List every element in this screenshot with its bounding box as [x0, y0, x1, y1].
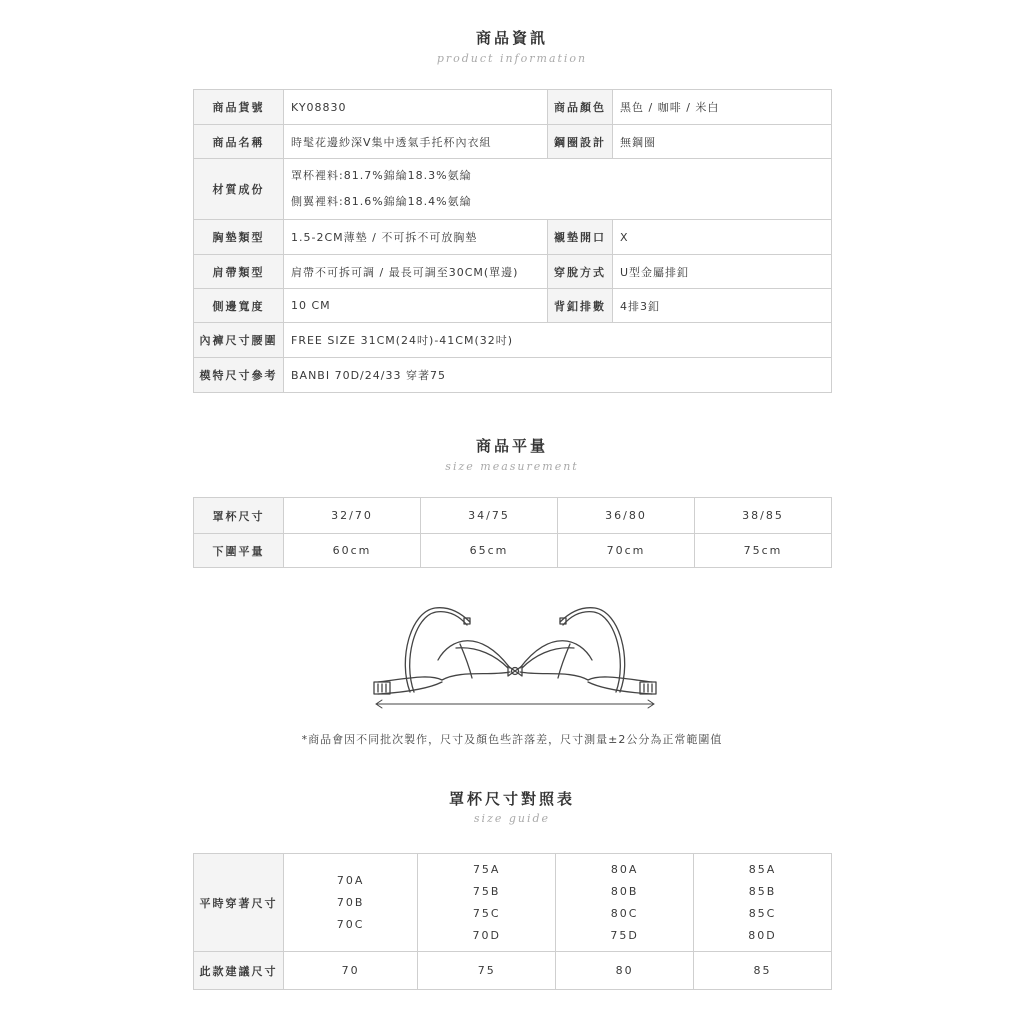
table-row: [194, 498, 832, 534]
table-row: [194, 952, 832, 990]
label-item-no: 商品貨號: [194, 90, 284, 125]
value-side-width: 10 CM: [284, 289, 548, 323]
value-color: 黑色 / 咖啡 / 米白: [613, 90, 832, 125]
usual-size-cell: [284, 854, 418, 952]
material-line-side: 側翼裡料:81.6%錦綸18.4%氨綸: [291, 195, 472, 208]
size-entry: 70C: [336, 917, 365, 931]
size-entry: 75B: [472, 884, 501, 898]
label-pad-type: 胸墊類型: [194, 220, 284, 255]
value-pad-opening: X: [613, 220, 832, 255]
value-item-no: KY08830: [284, 90, 548, 125]
label-usual-size: 平時穿著尺寸: [194, 854, 284, 952]
size-entry: 80B: [610, 884, 639, 898]
bra-outline-icon: [370, 600, 660, 710]
size-entry: 70D: [472, 928, 501, 942]
table-row: [194, 220, 832, 255]
underband-cell: 70cm: [558, 534, 695, 568]
size-entry: 75D: [610, 928, 639, 942]
recommended-size-cell: 75: [418, 952, 556, 990]
value-model-size: BANBI 70D/24/33 穿著75: [284, 358, 832, 393]
value-panty-waist: FREE SIZE 31CM(24吋)-41CM(32吋): [284, 323, 832, 358]
product-info-table: [193, 89, 832, 393]
usual-size-cell: [556, 854, 694, 952]
cup-size-cell: 32/70: [284, 498, 421, 534]
underband-cell: 75cm: [695, 534, 832, 568]
label-side-width: 側邊寬度: [194, 289, 284, 323]
table-row: [194, 358, 832, 393]
measure-subtitle: size measurement: [445, 460, 579, 473]
size-entry: 85C: [748, 906, 777, 920]
cup-size-cell: 38/85: [695, 498, 832, 534]
size-entry: 70A: [336, 873, 365, 887]
label-model-size: 模特尺寸參考: [194, 358, 284, 393]
recommended-size-cell: 70: [284, 952, 418, 990]
table-row: [194, 90, 832, 125]
label-cup-size: 罩杯尺寸: [194, 498, 284, 534]
table-row: [194, 159, 832, 220]
usual-size-cell: [418, 854, 556, 952]
recommended-size-cell: 85: [694, 952, 832, 990]
size-entry: 85A: [748, 862, 777, 876]
label-strap: 肩帶類型: [194, 255, 284, 289]
size-entry: 70B: [336, 895, 365, 909]
table-row: [194, 534, 832, 568]
value-strap: 肩帶不可拆可調 / 最長可調至30CM(單邊): [284, 255, 548, 289]
value-pad-type: 1.5-2CM薄墊 / 不可拆不可放胸墊: [284, 220, 548, 255]
label-wire: 鋼圈設計: [548, 125, 613, 159]
label-name: 商品名稱: [194, 125, 284, 159]
material-line-cup: 罩杯裡料:81.7%錦綸18.3%氨綸: [291, 169, 472, 182]
value-fastening: U型金屬排釦: [613, 255, 832, 289]
size-entry: 80A: [610, 862, 639, 876]
table-row: [194, 323, 832, 358]
guide-subtitle: size guide: [473, 812, 551, 825]
guide-title: 罩杯尺寸對照表: [448, 790, 575, 808]
label-hook-rows: 背釦排數: [548, 289, 613, 323]
size-entry: 85B: [748, 884, 777, 898]
label-panty-waist: 內褲尺寸腰圍: [194, 323, 284, 358]
value-material: [284, 159, 832, 220]
info-subtitle: product information: [436, 52, 588, 65]
label-pad-opening: 襯墊開口: [548, 220, 613, 255]
table-row: [194, 854, 832, 952]
label-recommended-size: 此款建議尺寸: [194, 952, 284, 990]
size-entry: 75A: [472, 862, 501, 876]
value-name: 時髦花邊紗深V集中透氣手托杯內衣組: [284, 125, 548, 159]
measurement-table: [193, 497, 832, 568]
info-title: 商品資訊: [475, 29, 548, 47]
size-entry: 75C: [472, 906, 501, 920]
label-material: 材質成份: [194, 159, 284, 220]
usual-size-cell: [694, 854, 832, 952]
label-color: 商品顏色: [548, 90, 613, 125]
size-entry: 80D: [748, 928, 777, 942]
label-fastening: 穿脫方式: [548, 255, 613, 289]
recommended-size-cell: 80: [556, 952, 694, 990]
table-row: [194, 255, 832, 289]
value-wire: 無鋼圈: [613, 125, 832, 159]
underband-cell: 60cm: [284, 534, 421, 568]
size-entry: 80C: [610, 906, 639, 920]
table-row: [194, 125, 832, 159]
value-hook-rows: 4排3釦: [613, 289, 832, 323]
size-guide-table: [193, 853, 832, 990]
label-underband: 下圍平量: [194, 534, 284, 568]
table-row: [194, 289, 832, 323]
size-note: *商品會因不同批次製作，尺寸及顏色些許落差，尺寸測量±2公分為正常範圍值: [301, 733, 723, 746]
cup-size-cell: 34/75: [421, 498, 558, 534]
measure-title: 商品平量: [475, 437, 548, 455]
underband-cell: 65cm: [421, 534, 558, 568]
cup-size-cell: 36/80: [558, 498, 695, 534]
